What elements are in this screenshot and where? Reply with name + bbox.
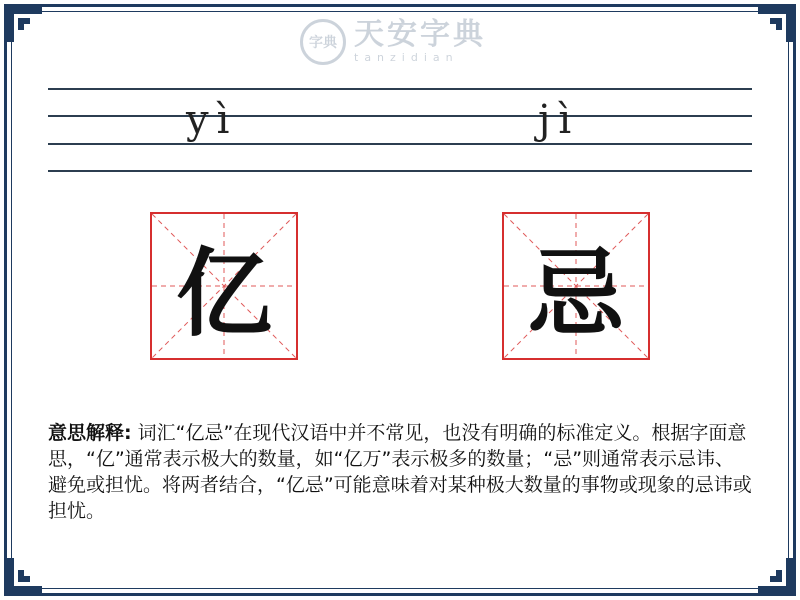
character-second: 忌 [528,236,624,350]
staff-line-bottom [48,170,752,172]
staff-line-lower-mid [48,143,752,145]
character-first: 亿 [176,236,272,350]
staff-line-upper-mid [48,115,752,117]
corner-ornament-bottom-left [4,556,44,596]
character-grid-second [502,212,650,360]
pinyin-first: yì [186,97,238,143]
pinyin-second: jì [538,97,580,143]
corner-ornament-bottom-right [756,556,796,596]
logo-seal-icon: 字典 [300,19,346,65]
explanation-text: 词汇“亿忌”在现代汉语中并不常见，也没有明确的标准定义。根据字面意思，“亿”通常表示极大的数量，如“亿万”表示极多的数量；“忌”则通常表示忌讳、避免或担忧。将两者结合，“亿忌”可能意味着对某种极大数量的事物或现象的忌讳或担忧。 [48,422,752,522]
staff-line-top [48,88,752,90]
logo-subtitle: tanzidian [354,51,459,64]
logo-name: 天安字典 [354,17,486,52]
character-grid-first [150,212,298,360]
site-logo-watermark [300,14,486,70]
explanation-label: 意思解释: [48,422,132,444]
corner-ornament-top-right [756,4,796,44]
explanation-paragraph [48,420,752,524]
corner-ornament-top-left [4,4,44,44]
